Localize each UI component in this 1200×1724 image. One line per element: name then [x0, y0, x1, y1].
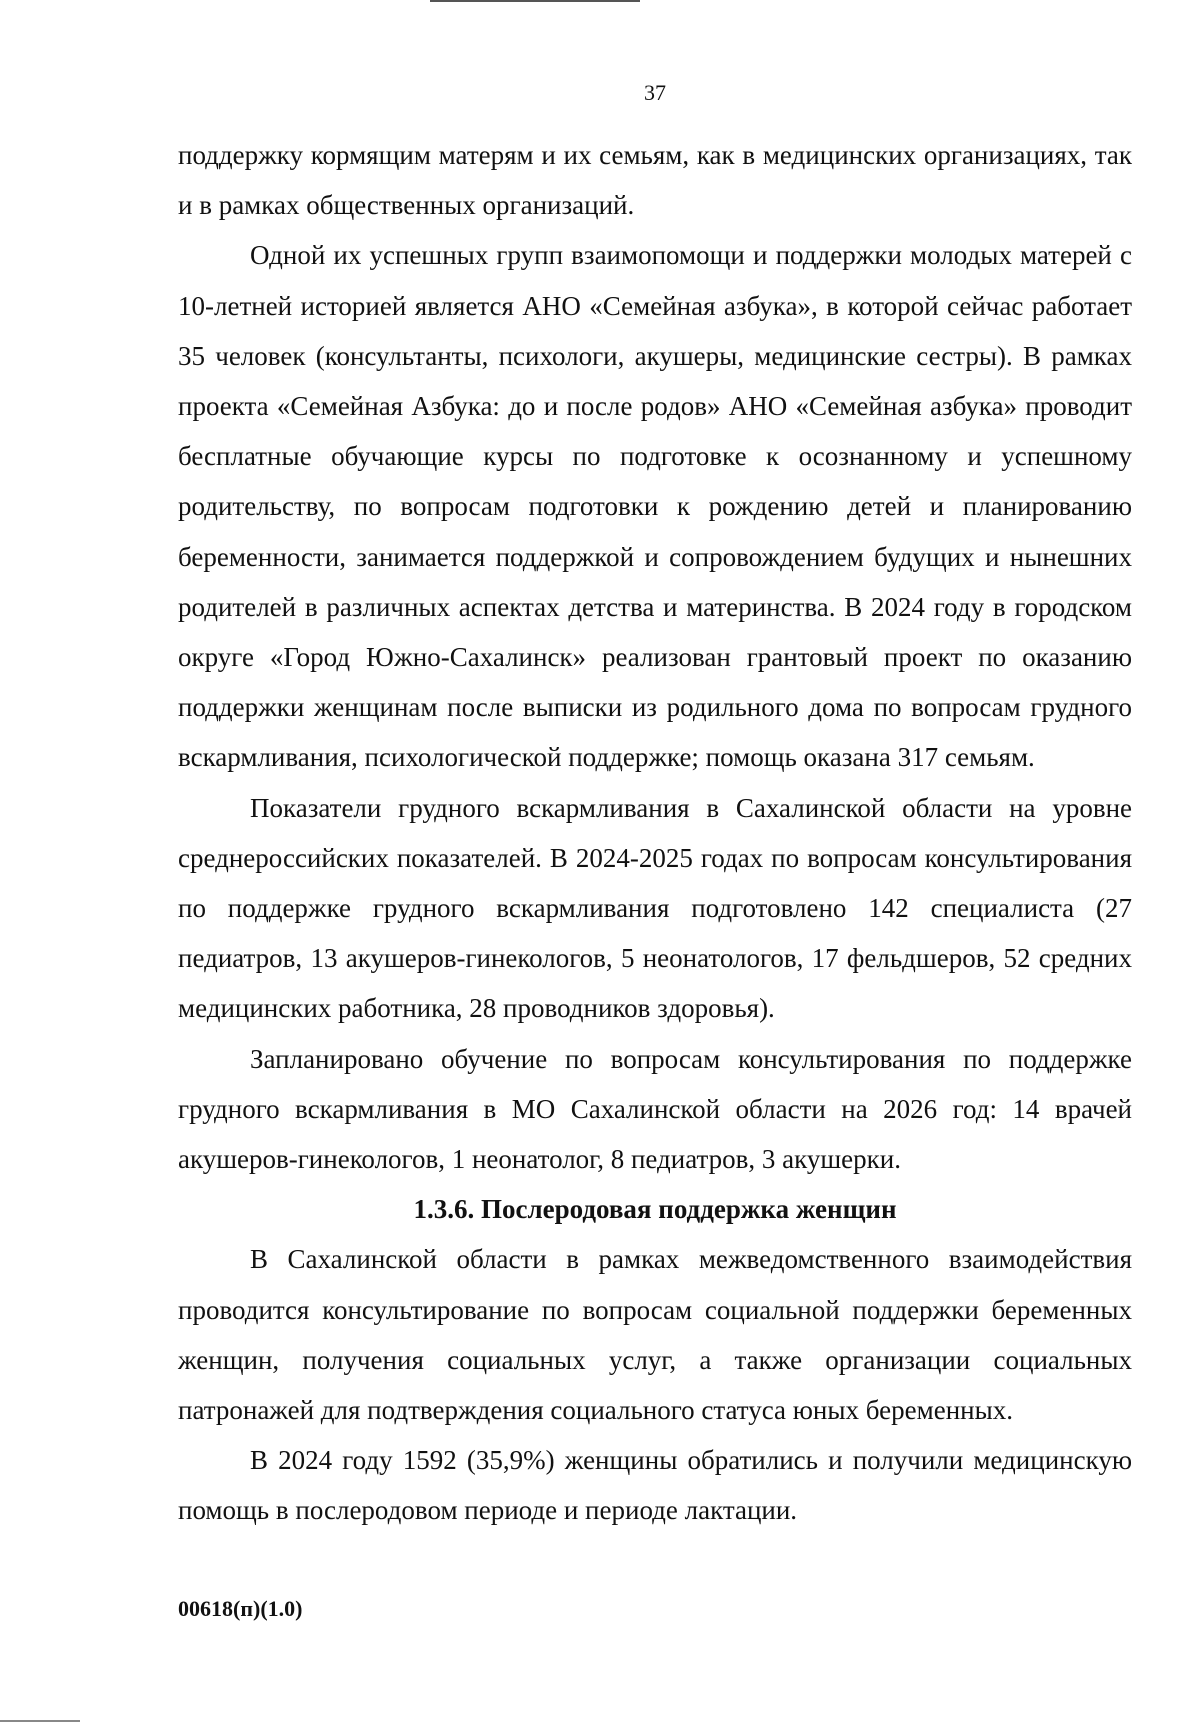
- paragraph-planned-training: Запланировано обучение по вопросам консультирования по поддержке грудного вскармливания в МО Сахалинской области на 2026 год: 14 врачей акушеров-гинекологов, 1 неонатолог, 8 педиатров, 3 акушерки.: [178, 1043, 1132, 1175]
- scan-edge-line: [430, 0, 640, 2]
- paragraph-postpartum-statistics: В 2024 году 1592 (35,9%) женщины обратились и получили медицинскую помощь в послеродовом периоде и периоде лактации.: [178, 1445, 1132, 1526]
- paragraph-continuation: поддержку кормящим матерям и их семьям, как в медицинских организациях, так и в рамках общественных организаций.: [178, 140, 1132, 221]
- paragraph-interagency-consulting: В Сахалинской области в рамках межведомственного взаимодействия проводится консультирование по вопросам социальной поддержки беременных женщин, получения социальных услуг, а также организации социальных патронажей для подтверждения социального статуса юных беременных.: [178, 1244, 1132, 1426]
- document-body: [178, 130, 1132, 1536]
- scan-edge-line: [0, 1720, 80, 1722]
- paragraph-breastfeeding-indicators: Показатели грудного вскармливания в Сахалинской области на уровне среднероссийских показателей. В 2024-2025 годах по вопросам консультирования по поддержке грудного вскармливания подготовлено 142 специалиста (27 педиатров, 13 акушеров-гинекологов, 5 неонатологов, 17 фельдшеров, 52 средних медицинских работника, 28 проводников здоровья).: [178, 792, 1132, 1024]
- document-code: 00618(п)(1.0): [178, 1596, 303, 1621]
- page-number: 37: [644, 80, 666, 105]
- section-heading: 1.3.6. Послеродовая поддержка женщин: [413, 1194, 897, 1225]
- paragraph-ano-semeynaya-azbuka: Одной их успешных групп взаимопомощи и поддержки молодых матерей с 10-летней историей является АНО «Семейная азбука», в которой сейчас работает 35 человек (консультанты, психологи, акушеры, медицинские сестры). В рамках проекта «Семейная Азбука: до и после родов» АНО «Семейная азбука» проводит бесплатные обучающие курсы по подготовке к осознанному и успешному родительству, по вопросам подготовки к рождению детей и планированию беременности, занимается поддержкой и сопровождением будущих и нынешних родителей в различных аспектах детства и материнства. В 2024 году в городском округе «Город Южно-Сахалинск» реализован грантовый проект по оказанию поддержки женщинам после выписки из родильного дома по вопросам грудного вскармливания, психологической поддержке; помощь оказана 317 семьям.: [178, 240, 1132, 773]
